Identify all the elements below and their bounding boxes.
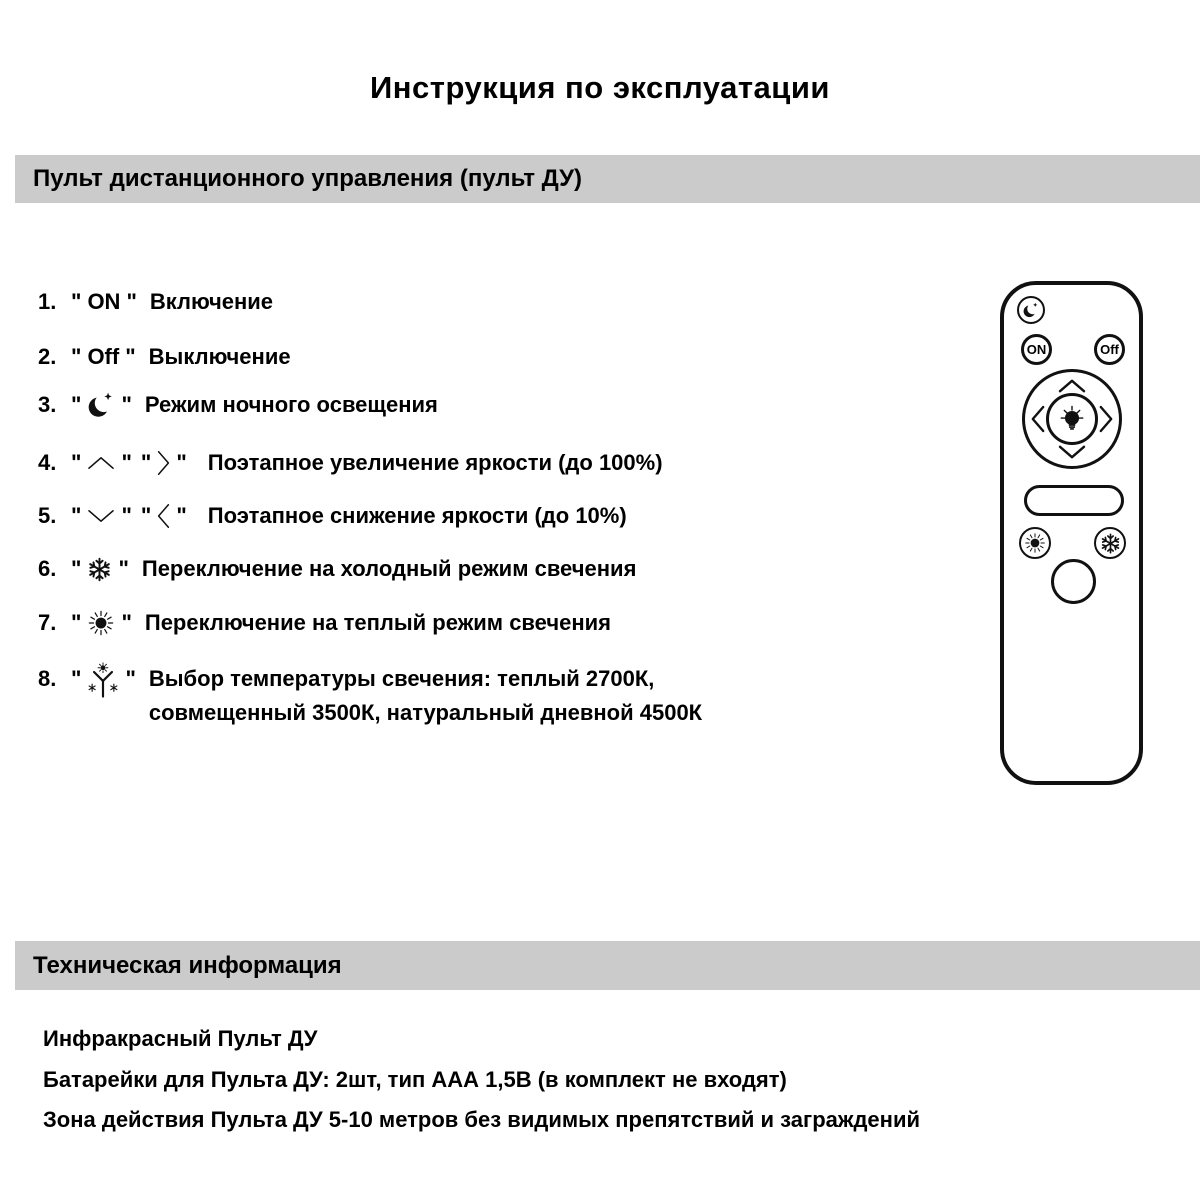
list-item-brightness-up [38, 447, 663, 479]
quote-mark: " [71, 344, 82, 369]
item-number: 7. [38, 610, 57, 635]
quote-mark: " [71, 289, 82, 314]
quote-mark: " [125, 666, 136, 691]
off-label: Off [87, 344, 120, 369]
quote-mark: " [121, 392, 132, 417]
item-number: 2. [38, 344, 57, 369]
tech-line-2-text: Батарейки для Пульта ДУ: 2шт, тип ААА 1,5В (в комплект не входят) [43, 1067, 787, 1092]
item-number: 1. [38, 289, 57, 314]
chevron-up-icon [1055, 378, 1089, 394]
sun-icon [86, 608, 116, 638]
quote-mark: " [118, 556, 129, 581]
section-header-tech [15, 941, 1200, 990]
brightness-dpad [1022, 369, 1122, 469]
quote-mark: " [125, 344, 136, 369]
item-text: Поэтапное снижение яркости (до 10%) [207, 503, 627, 528]
quote-mark: " [71, 503, 82, 528]
list-item-cold-mode [38, 554, 636, 584]
tech-line-1-text: Инфракрасный Пульт ДУ [43, 1026, 318, 1051]
dpad-center-button [1046, 393, 1098, 445]
item-text: Включение [149, 289, 274, 314]
quote-mark: " [121, 450, 132, 475]
item-text: Выключение [148, 344, 291, 369]
item-number: 3. [38, 392, 57, 417]
quote-mark: " [126, 289, 137, 314]
item-number: 4. [38, 450, 57, 475]
on-button-label: ON [1026, 342, 1047, 357]
chevron-right-icon [156, 447, 171, 479]
chevron-up-icon [86, 455, 116, 471]
quote-mark: " [71, 666, 82, 691]
item-number: 6. [38, 556, 57, 581]
chevron-left-icon [156, 500, 171, 532]
quote-mark: " [140, 503, 152, 528]
chevron-left-icon [1030, 402, 1046, 436]
quote-mark: " [71, 556, 82, 581]
snowflake-icon [86, 556, 113, 583]
list-item-on [38, 287, 273, 317]
tech-line-1 [43, 1024, 318, 1054]
section-header-remote-label: Пульт дистанционного управления (пульт ДУ) [33, 165, 582, 192]
snowflake-icon [1099, 532, 1122, 555]
item-text-line2: совмещенный 3500К, натуральный дневной 4500К [148, 700, 703, 725]
item-text: Режим ночного освещения [144, 392, 438, 417]
quote-mark: " [121, 610, 132, 635]
off-button [1094, 334, 1125, 365]
item-number: 8. [38, 666, 57, 691]
off-button-label: Off [1100, 342, 1119, 357]
color-temperature-icon [86, 662, 120, 698]
moon-icon [1022, 301, 1040, 319]
section-header-remote [15, 155, 1200, 203]
item-text: Поэтапное увеличение яркости (до 100%) [207, 450, 663, 475]
item-text: Переключение на теплый режим свечения [144, 610, 612, 635]
item-text-line1: Выбор температуры свечения: теплый 2700К, [148, 666, 655, 691]
remote-illustration [1000, 281, 1143, 785]
tech-line-3-text: Зона действия Пульта ДУ 5-10 метров без видимых препятствий и заграждений [43, 1107, 921, 1132]
on-label: ON [87, 289, 121, 314]
list-item-warm-mode [38, 608, 611, 638]
tech-line-3 [43, 1105, 920, 1135]
page-title: Инструкция по эксплуатации [370, 70, 830, 105]
quote-mark: " [121, 503, 132, 528]
item-text [149, 662, 702, 730]
moon-icon [86, 390, 116, 420]
quote-mark: " [140, 450, 152, 475]
bulb-icon [1057, 403, 1087, 435]
on-button [1021, 334, 1052, 365]
quote-mark: " [71, 610, 82, 635]
list-item-off [38, 342, 291, 372]
chevron-right-icon [1098, 402, 1114, 436]
quote-mark: " [176, 503, 187, 528]
quote-mark: " [71, 392, 82, 417]
indicator-window [1024, 485, 1124, 516]
quote-mark: " [71, 450, 82, 475]
list-item-night-mode [38, 390, 438, 420]
chevron-down-icon [86, 508, 116, 524]
quote-mark: " [176, 450, 187, 475]
item-number: 5. [38, 503, 57, 528]
cold-mode-button [1094, 527, 1126, 559]
tech-line-2 [43, 1065, 787, 1095]
list-item-brightness-down [38, 500, 627, 532]
section-header-tech-label: Техническая информация [33, 951, 342, 979]
night-mode-button [1017, 296, 1045, 324]
list-item-color-temperature [38, 662, 702, 730]
chevron-down-icon [1055, 444, 1089, 460]
round-button [1051, 559, 1096, 604]
sun-icon [1023, 531, 1047, 555]
warm-mode-button [1019, 527, 1051, 559]
item-text: Переключение на холодный режим свечения [141, 556, 637, 581]
